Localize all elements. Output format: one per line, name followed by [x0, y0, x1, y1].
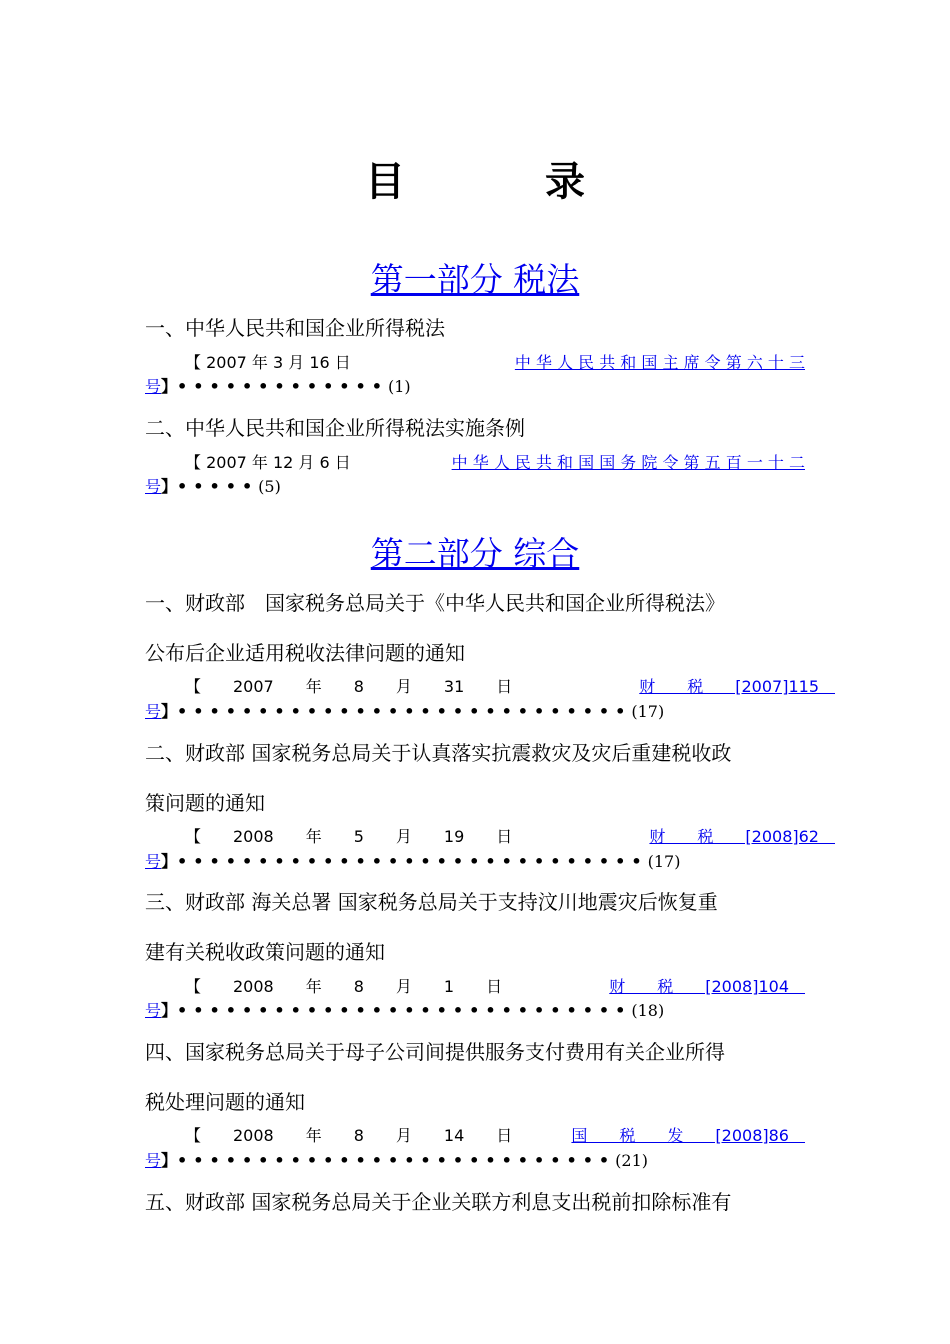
part2-item4-title-line1: 四、国家税务总局关于母子公司间提供服务支付费用有关企业所得 [145, 1040, 725, 1064]
part2-item3-title-line2: 建有关税收政策问题的通知 [145, 940, 385, 964]
part2-item1-ref-line2: 号】••••••••••••••••••••••••••••(17) [145, 702, 665, 721]
part2-item3-title-line1: 三、财政部 海关总署 国家税务总局关于支持汶川地震灾后恢复重 [145, 890, 718, 914]
leader-dots: ••••• [177, 477, 259, 496]
part2-item4-date: 【 2008 年 8 月 14 日 [185, 1126, 513, 1145]
part1-item2-doc-link-end[interactable]: 号 [145, 477, 162, 496]
part2-item3-ref-line2: 号】••••••••••••••••••••••••••••(18) [145, 1001, 665, 1020]
part2-item2-date: 【 2008 年 5 月 19 日 [185, 827, 513, 846]
part2-item4-doc-link[interactable]: 国 税 发 [2008]86 [571, 1126, 805, 1145]
part2-item1-date: 【 2007 年 8 月 31 日 [185, 677, 513, 696]
part1-item2-ref-line1 [185, 450, 805, 473]
toc-title: 目 录 [365, 159, 635, 205]
part2-item2-title-line2: 策问题的通知 [145, 791, 265, 815]
part2-item2-doc-link[interactable]: 财 税 [2008]62 [649, 827, 835, 846]
part2-item4-title-line2: 税处理问题的通知 [145, 1090, 305, 1114]
part2-item3-date: 【 2008 年 8 月 1 日 [185, 977, 503, 996]
part2-item2-ref-line2: 号】•••••••••••••••••••••••••••••(17) [145, 852, 681, 871]
part2-item4-doc-link-end[interactable]: 号 [145, 1151, 162, 1170]
part2-item4-ref-line1 [185, 1123, 805, 1146]
part2-item1-title-line1: 一、财政部 国家税务总局关于《中华人民共和国企业所得税法》 [145, 591, 725, 615]
part1-item1-date: 【 2007 年 3 月 16 日 [185, 353, 351, 372]
part2-item5-title-line1: 五、财政部 国家税务总局关于企业关联方利息支出税前扣除标准有 [145, 1190, 732, 1214]
part1-heading-link[interactable]: 第一部分 税法 [370, 260, 580, 299]
part2-item2-doc-link-end[interactable]: 号 [145, 852, 162, 871]
part2-item3-doc-link-end[interactable]: 号 [145, 1001, 162, 1020]
leader-dots: •••••••••••••••••••••••••••• [177, 1001, 632, 1020]
page-number: (1) [387, 377, 411, 396]
part2-item2-ref-line1 [185, 824, 835, 847]
page-number: (17) [631, 702, 665, 721]
page-number: (18) [631, 1001, 665, 1020]
part2-item1-doc-link[interactable]: 财 税 [2007]115 [639, 677, 835, 696]
part2-item2-title-line1: 二、财政部 国家税务总局关于认真落实抗震救灾及灾后重建税收政 [145, 741, 732, 765]
page-number: (17) [647, 852, 681, 871]
part2-heading-link[interactable]: 第二部分 综合 [370, 534, 580, 573]
part1-item1-doc-link[interactable]: 中 华 人 民 共 和 国 主 席 令 第 六 十 三 [514, 353, 805, 372]
part2-item1-doc-link-end[interactable]: 号 [145, 702, 162, 721]
part1-item1-ref-line2: 号】•••••••••••••(1) [145, 377, 411, 396]
part2-item4-ref-line2: 号】•••••••••••••••••••••••••••(21) [145, 1151, 648, 1170]
page-number: (5) [258, 477, 281, 496]
part2-item3-ref-line1 [185, 974, 805, 997]
part1-item2-ref-line2: 号】•••••(5) [145, 477, 281, 496]
page-number: (21) [615, 1151, 648, 1170]
leader-dots: ••••••••••••••••••••••••••• [177, 1151, 616, 1170]
part1-item2-date: 【 2007 年 12 月 6 日 [185, 453, 351, 472]
leader-dots: ••••••••••••••••••••••••••••• [177, 852, 648, 871]
leader-dots: ••••••••••••• [177, 377, 388, 396]
part1-item2-title: 二、中华人民共和国企业所得税法实施条例 [145, 416, 525, 440]
leader-dots: •••••••••••••••••••••••••••• [177, 702, 632, 721]
part1-item1-ref-line1 [185, 350, 805, 373]
part2-item1-title-line2: 公布后企业适用税收法律问题的通知 [145, 641, 465, 665]
part2-item1-ref-line1 [185, 674, 835, 697]
part1-item1-doc-link-end[interactable]: 号 [145, 377, 162, 396]
part2-item3-doc-link[interactable]: 财 税 [2008]104 [609, 977, 805, 996]
part1-item2-doc-link[interactable]: 中 华 人 民 共 和 国 国 务 院 令 第 五 百 一 十 二 [451, 453, 805, 472]
part1-item1-title: 一、中华人民共和国企业所得税法 [145, 316, 445, 340]
